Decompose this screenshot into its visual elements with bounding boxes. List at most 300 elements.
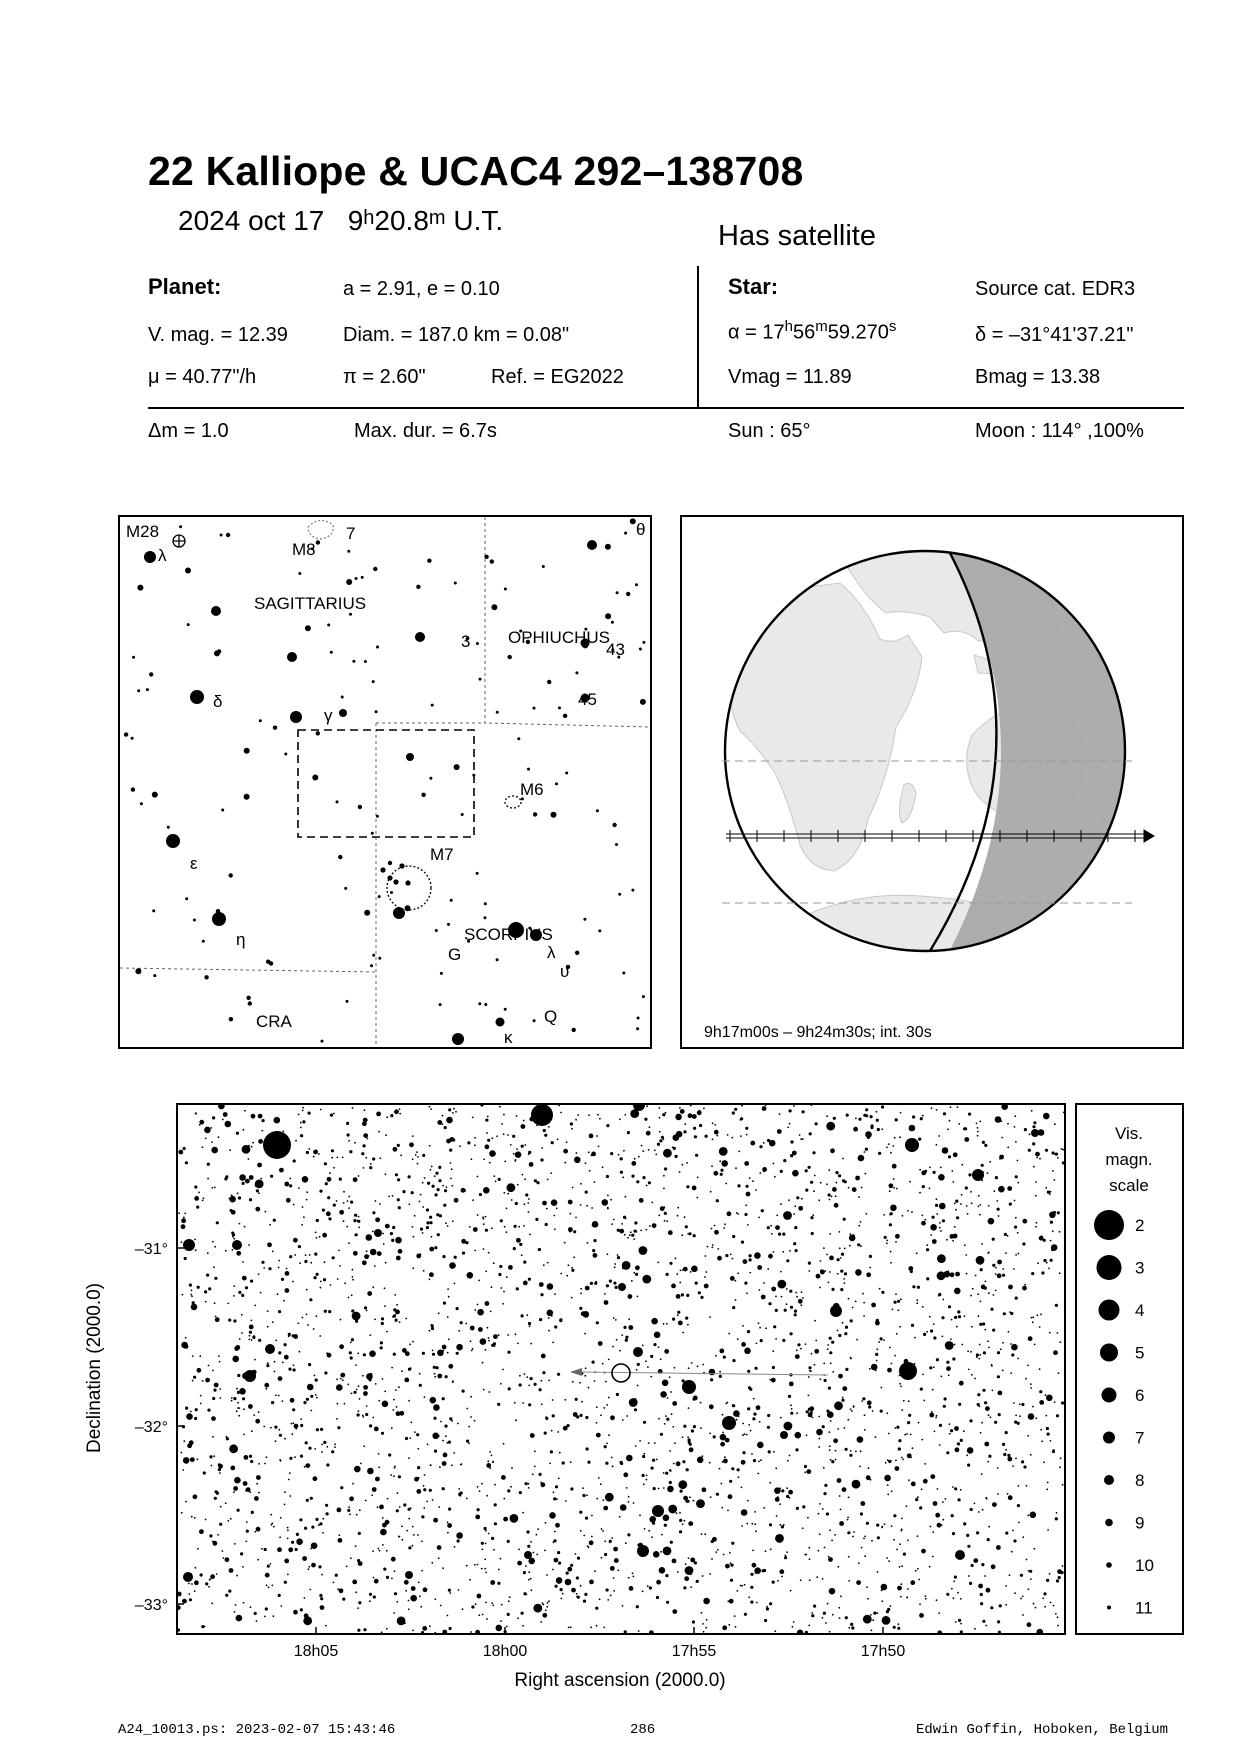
field-star [780,1170,783,1173]
field-star [738,1476,740,1478]
field-star [639,1514,641,1516]
field-star [479,1490,481,1492]
field-star [182,1425,185,1428]
field-star [844,1332,847,1335]
field-star [320,1109,322,1111]
field-star [961,1344,963,1346]
field-star [293,1368,296,1371]
field-star [205,1138,207,1140]
field-star [359,1398,361,1400]
field-star [657,1143,660,1146]
field-star [210,1574,215,1579]
field-star [755,1189,757,1191]
field-star [776,1515,778,1517]
field-star [245,1286,248,1289]
field-star [182,1599,187,1604]
field-star [580,1292,582,1294]
field-star [929,1366,932,1369]
field-star [369,1378,372,1381]
field-star [864,1555,866,1557]
field-star [971,1326,973,1328]
field-star [352,1312,361,1321]
field-star [1029,1133,1031,1135]
field-star [390,1232,393,1235]
field-star [447,1532,449,1534]
field-star [916,1299,918,1301]
field-star [306,1199,308,1201]
field-star [417,1534,419,1536]
field-star [754,1252,761,1259]
field-star [719,1371,721,1373]
field-star [881,1105,884,1108]
field-star [855,1451,857,1453]
field-star [398,1206,401,1209]
field-star [419,1595,421,1597]
field-star [881,1291,884,1294]
field-star [267,1242,272,1247]
field-star [545,1223,548,1226]
field-star [678,1321,683,1326]
finder-star [622,972,625,975]
field-star [278,1351,281,1354]
field-star [275,1340,277,1342]
field-star [986,1498,988,1500]
field-star [623,1326,626,1329]
field-star [447,1523,452,1528]
field-star [686,1162,688,1164]
field-star [828,1431,830,1433]
field-star [785,1555,787,1557]
field-star [725,1564,730,1569]
field-star [816,1576,818,1578]
finder-star [153,974,156,977]
field-star [1005,1585,1007,1587]
field-star [658,1418,660,1420]
field-star [790,1140,793,1143]
field-star [667,1486,674,1493]
field-star [676,1294,681,1299]
field-star [398,1249,403,1254]
field-star [576,1576,579,1579]
field-star [385,1262,387,1264]
field-star [1039,1400,1044,1405]
field-star [534,1383,537,1386]
field-star [469,1226,471,1228]
field-star [722,1432,724,1434]
field-star [242,1261,244,1263]
finder-star [626,592,630,596]
field-star [940,1167,942,1169]
field-star [200,1395,202,1397]
field-star [316,1273,319,1276]
field-star [967,1350,969,1352]
field-star [277,1293,279,1295]
field-star [670,1541,673,1544]
field-star [491,1455,493,1457]
field-star [447,1288,449,1290]
field-star [1046,1262,1048,1264]
field-star [919,1169,921,1171]
field-star [747,1370,750,1373]
field-star [695,1154,698,1157]
finder-star [637,1017,640,1020]
field-star [904,1434,906,1436]
field-star [503,1517,508,1522]
field-star [369,1166,372,1169]
field-star [339,1178,342,1181]
field-star [672,1146,674,1148]
field-star [1028,1413,1035,1420]
field-star [786,1288,788,1290]
field-star [864,1173,866,1175]
field-star [576,1593,578,1595]
field-star [850,1450,852,1452]
field-star [706,1619,708,1621]
field-star [556,1208,558,1210]
field-star [722,1625,727,1630]
field-star [486,1495,488,1497]
field-star [881,1600,883,1602]
field-star [209,1578,211,1580]
field-star [382,1401,389,1408]
field-star [741,1509,748,1516]
field-star [525,1565,527,1567]
field-star [219,1361,221,1363]
field-star [412,1158,414,1160]
field-star [487,1116,489,1118]
field-star [353,1219,356,1222]
field-star [564,1162,566,1164]
field-star [916,1302,918,1304]
field-star [190,1457,195,1462]
field-star [850,1408,852,1410]
field-star [239,1388,246,1395]
field-star [477,1486,479,1488]
field-star [797,1343,800,1346]
moon-elongation: Moon : 114° ,100% [975,420,1144,442]
field-star [728,1417,731,1420]
field-star [499,1106,501,1108]
field-star [926,1244,928,1246]
field-star [567,1424,570,1427]
field-star [982,1171,984,1173]
field-star [528,1211,530,1213]
field-star [800,1579,802,1581]
field-star [772,1366,775,1369]
field-star [522,1174,524,1176]
field-star [429,1625,431,1627]
field-star [386,1331,388,1333]
field-star [454,1546,456,1548]
field-star [899,1326,901,1328]
field-star [1003,1453,1006,1456]
field-star [469,1579,471,1581]
field-star [992,1238,995,1241]
field-star [1014,1592,1016,1594]
field-star [977,1293,979,1295]
finder-star [220,534,223,537]
field-star [487,1327,489,1329]
field-star [366,1250,368,1252]
field-star [702,1364,704,1366]
finder-star [187,623,190,626]
finder-star [352,660,355,663]
field-star [709,1404,714,1409]
field-star [944,1397,947,1400]
field-star [628,1501,630,1503]
field-star [951,1514,954,1517]
field-star [766,1606,768,1608]
field-star [304,1466,306,1468]
field-star [933,1171,936,1174]
field-star [809,1558,811,1560]
field-star [504,1630,507,1633]
field-star [281,1278,284,1281]
field-star [208,1287,211,1290]
field-star [553,1215,555,1217]
field-star [659,1131,661,1133]
field-star [219,1388,221,1390]
field-star [833,1117,836,1120]
field-star [284,1491,286,1493]
field-star [437,1188,440,1191]
field-star [987,1461,989,1463]
field-star [302,1176,309,1183]
field-star [723,1554,725,1556]
field-star [847,1519,849,1521]
field-star [320,1281,322,1283]
field-star [977,1131,979,1133]
field-star [184,1213,186,1215]
field-star [901,1457,903,1459]
field-star [624,1114,626,1116]
field-star [364,1353,366,1355]
field-star [922,1115,924,1117]
field-star [697,1110,702,1115]
field-star [422,1352,425,1355]
field-star [642,1275,651,1284]
field-star [540,1293,543,1296]
finder-star [298,572,301,575]
field-star [808,1262,811,1265]
field-star [254,1496,259,1501]
field-star [242,1373,249,1380]
field-star [533,1552,535,1554]
field-star [429,1145,431,1147]
field-star [230,1209,233,1212]
field-star [618,1283,626,1291]
field-star [229,1149,231,1151]
field-star [486,1618,488,1620]
field-star [195,1249,197,1251]
field-star [528,1487,530,1489]
field-star [932,1389,934,1391]
field-star [908,1266,913,1271]
field-star [334,1443,336,1445]
field-star [926,1277,929,1280]
field-star [508,1600,510,1602]
finder-star [146,688,149,691]
field-star [946,1366,951,1371]
scale-dot [1094,1210,1124,1240]
field-star [448,1364,453,1369]
field-star [470,1326,475,1331]
field-star [743,1259,748,1264]
field-star [494,1484,496,1486]
field-star [194,1185,197,1188]
field-star [233,1285,235,1287]
finder-star [378,957,381,960]
field-star [502,1303,504,1305]
field-star [963,1127,966,1130]
field-star [790,1425,792,1427]
field-star [877,1571,879,1573]
field-star [608,1359,610,1361]
finder-star [341,696,344,699]
field-star [191,1516,193,1518]
field-star [483,1159,485,1161]
field-star [385,1134,387,1136]
field-star [485,1144,490,1149]
field-star [886,1240,888,1242]
field-star [1015,1414,1017,1416]
field-star [710,1496,712,1498]
field-star [503,1192,505,1194]
field-star [557,1139,559,1141]
field-star [952,1357,955,1360]
field-star [742,1325,744,1327]
field-star [969,1419,972,1422]
field-star [411,1422,413,1424]
field-star [838,1174,841,1177]
field-star [252,1142,254,1144]
field-star [932,1556,934,1558]
field-star [592,1249,595,1252]
field-star [372,1286,374,1288]
field-star [843,1278,845,1280]
field-star [596,1433,601,1438]
field-star [998,1391,1003,1396]
field-star [688,1367,690,1369]
field-star [702,1623,704,1625]
finder-star [166,834,180,848]
field-star [481,1549,483,1551]
field-star [929,1167,931,1169]
field-star [488,1337,490,1339]
field-star [693,1396,698,1401]
field-star [593,1253,598,1258]
field-star [1047,1191,1050,1194]
field-star [1024,1284,1026,1286]
field-star [611,1223,613,1225]
field-star [1035,1417,1037,1419]
field-star [837,1273,839,1275]
time-minutes-unit: m [428,207,446,229]
field-star [895,1234,900,1239]
field-star [685,1225,688,1228]
field-star [976,1123,978,1125]
field-star [404,1580,409,1585]
field-star [363,1118,368,1123]
field-star [672,1609,677,1614]
field-star [631,1234,634,1237]
field-star [503,1114,505,1116]
field-star [489,1451,491,1453]
field-star [243,1434,245,1436]
field-star [636,1369,638,1371]
field-star [348,1207,350,1209]
field-star [939,1203,946,1210]
field-star [704,1533,706,1535]
field-star [1043,1461,1045,1463]
field-star [1047,1482,1049,1484]
field-star [442,1440,444,1442]
field-star [769,1602,772,1605]
field-star [381,1631,383,1633]
field-star [548,1380,550,1382]
field-star [229,1568,234,1573]
field-star [956,1326,958,1328]
field-star [677,1314,679,1316]
field-star [582,1487,584,1489]
field-star [291,1433,293,1435]
field-star [855,1118,857,1120]
field-star [398,1536,400,1538]
field-star [370,1249,377,1256]
field-star [649,1586,652,1589]
field-star [438,1435,440,1437]
field-star [750,1601,753,1604]
finder-star [132,656,135,659]
finder-star [642,995,645,998]
field-star [727,1510,729,1512]
field-star [1011,1344,1018,1351]
field-star [747,1407,750,1410]
field-star [273,1526,275,1528]
field-star [955,1209,957,1211]
field-star [794,1313,797,1316]
field-star [889,1223,892,1226]
field-star [758,1289,760,1291]
field-star [444,1425,447,1428]
field-star [543,1129,546,1132]
field-star [694,1135,697,1138]
field-star [516,1287,519,1290]
field-star [802,1505,805,1508]
field-star [864,1151,866,1153]
field-star [815,1122,818,1125]
field-star [501,1604,503,1606]
field-star [936,1213,938,1215]
field-star [911,1211,913,1213]
field-star [266,1364,269,1367]
field-star [436,1366,439,1369]
field-star [786,1487,788,1489]
field-star [352,1483,354,1485]
field-star [971,1564,974,1567]
field-star [587,1242,589,1244]
field-star [858,1225,860,1227]
finder-label-delta-sgr: δ [213,692,223,711]
field-star [530,1433,535,1438]
field-star [337,1508,342,1513]
field-star [922,1185,925,1188]
field-star [296,1533,299,1536]
field-star [702,1487,707,1492]
field-star [1002,1342,1004,1344]
field-star [503,1291,505,1293]
field-star [1034,1344,1036,1346]
